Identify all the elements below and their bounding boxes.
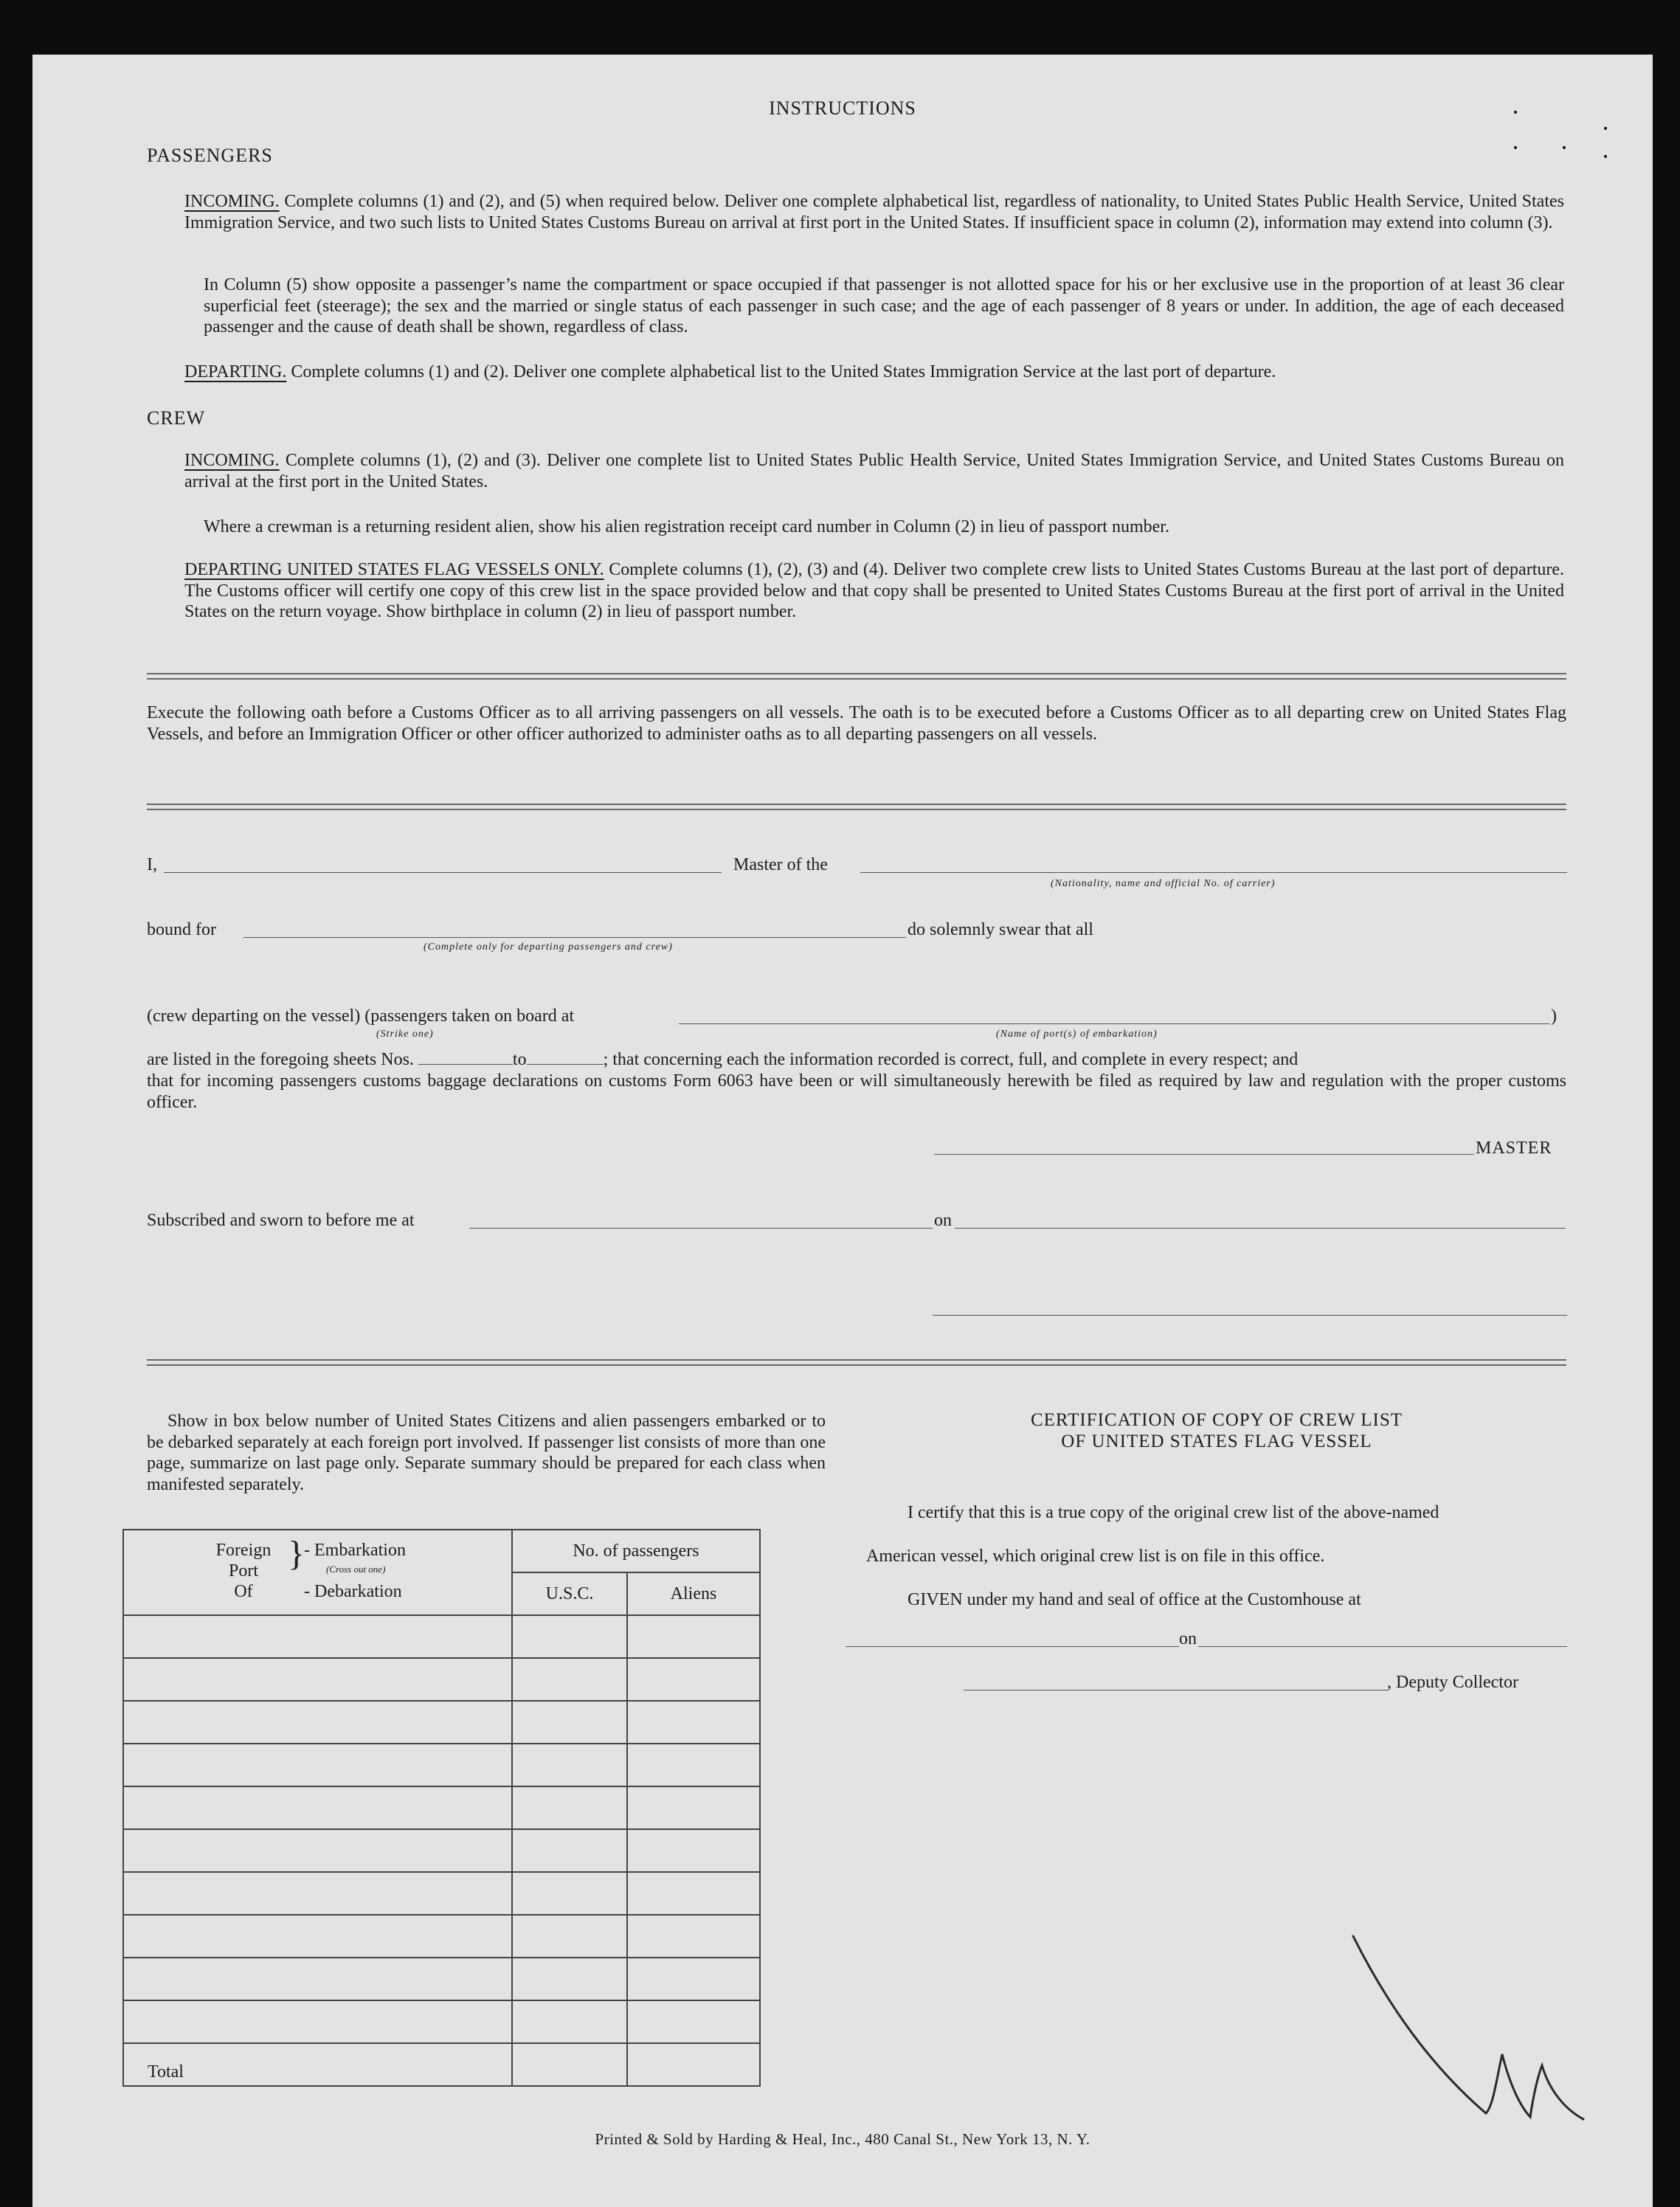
- deputy-collector-label: , Deputy Collector: [1387, 1673, 1518, 1692]
- usc-cell[interactable]: [512, 1829, 627, 1872]
- complete-only-caption: (Complete only for departing passengers and crew): [424, 942, 673, 953]
- sheet-to-field[interactable]: [527, 1049, 604, 1065]
- of-label: Of: [234, 1582, 253, 1601]
- aliens-cell[interactable]: [627, 1958, 760, 2000]
- usc-cell[interactable]: [512, 1786, 627, 1829]
- brace-glyph: }: [288, 1534, 305, 1573]
- port-cell[interactable]: [123, 1786, 512, 1829]
- cross-out-caption: (Cross out one): [326, 1564, 386, 1575]
- port-cell[interactable]: [123, 2000, 512, 2043]
- nationality-caption: (Nationality, name and official No. of carrier): [1051, 878, 1276, 889]
- column5-paragraph: In Column (5) show opposite a passenger’s name the compartment or space occupied if that passenger is not allotted space for his or her exclusive use in the proportion of at least 36 clear superficial feet (steerage); the sex and the married or single status of each passenger in such case; and the age of each passenger of 8 years or under. In addition, the age of each deceased passenger and the cause of death shall be shown, regardless of class.: [204, 275, 1564, 336]
- passengers-departing-text: Complete columns (1) and (2). Deliver one complete alphabetical list to the United States Immigration Service at the last port of departure.: [291, 362, 1276, 381]
- master-of-label: Master of the: [733, 855, 828, 874]
- passengers-departing-label: DEPARTING.: [184, 362, 287, 381]
- usc-cell[interactable]: [512, 1658, 627, 1701]
- bound-for-field[interactable]: [243, 937, 906, 938]
- section-divider: [147, 673, 1566, 680]
- certification-title-line-1: CERTIFICATION OF COPY OF CREW LIST: [1030, 1410, 1403, 1430]
- certification-line-1: I certify that this is a true copy of the original crew list of the above-named: [908, 1503, 1439, 1522]
- i-label: I,: [147, 855, 157, 874]
- passengers-incoming-paragraph: [184, 191, 1564, 233]
- debarkation-label: - Debarkation: [304, 1582, 402, 1601]
- sworn-on-label: on: [934, 1211, 952, 1230]
- port-cell[interactable]: [123, 1958, 512, 2000]
- port-cell[interactable]: [123, 1744, 512, 1786]
- form-page: [32, 55, 1653, 2207]
- port-cell[interactable]: [123, 1915, 512, 1958]
- certification-line-2: American vessel, which original crew list is on file in this office.: [866, 1547, 1325, 1566]
- aliens-cell[interactable]: [627, 1701, 760, 1744]
- oath-intro: Execute the following oath before a Customs Officer as to all arriving passengers on all vessels. The oath is to be executed before a Customs Officer as to all departing crew on United States Flag Vessels, and before an Immigration Officer or other officer authorized to administer oaths as to all departing passengers on all vessels.: [147, 703, 1566, 744]
- usc-cell[interactable]: [512, 1615, 627, 1658]
- usc-cell[interactable]: [512, 2000, 627, 2043]
- crew-departing-label: DEPARTING UNITED STATES FLAG VESSELS ONLY.: [184, 560, 604, 579]
- crew-departing-text: Complete columns (1), (2), (3) and (4). Deliver two complete crew lists to United States Customs Bureau at the last port of departure. The Customs officer will certify one copy of this crew list in the space provided below and that copy shall be presented to United States Customs Bureau at the first port of arrival in the United States on the return voyage. Show birthplace in column (2) in lieu of passport number.: [184, 560, 1565, 621]
- page-title: INSTRUCTIONS: [769, 97, 916, 119]
- ports-caption: (Name of port(s) of embarkation): [996, 1029, 1158, 1040]
- crew-heading: CREW: [147, 407, 206, 429]
- embarkation-label: - Embarkation: [304, 1541, 406, 1560]
- foreign-port-header: [123, 1530, 512, 1615]
- to-label: to: [512, 1050, 527, 1069]
- aliens-cell[interactable]: [627, 2000, 760, 2043]
- officer-signature-field[interactable]: [933, 1315, 1567, 1316]
- passengers-departing-paragraph: [184, 362, 1564, 383]
- no-passengers-header: No. of passengers: [512, 1530, 760, 1572]
- aliens-cell[interactable]: [627, 1786, 760, 1829]
- handwritten-mark: [1346, 1921, 1597, 2128]
- close-paren: ): [1551, 1006, 1557, 1026]
- crew-departing-paragraph: [184, 559, 1564, 623]
- section-divider: [147, 1359, 1566, 1366]
- subscribed-label: Subscribed and sworn to before me at: [147, 1211, 415, 1230]
- usc-cell[interactable]: [512, 1958, 627, 2000]
- swear-label: do solemnly swear that all: [908, 920, 1093, 939]
- certification-date-field[interactable]: [1198, 1646, 1567, 1647]
- listed-text-2: that for incoming passengers customs baggage declarations on customs Form 6063 have been or will simultaneously herewith be filed as required by law and regulation with the proper customs officer.: [147, 1071, 1566, 1112]
- port-cell[interactable]: [123, 1829, 512, 1872]
- aliens-header: Aliens: [627, 1572, 760, 1615]
- port-cell[interactable]: [123, 1658, 512, 1701]
- aliens-cell[interactable]: [627, 1915, 760, 1958]
- listed-text: ; that concerning each the information recorded is correct, full, and complete in every respect; and: [603, 1050, 1299, 1069]
- port-cell[interactable]: [123, 1615, 512, 1658]
- passengers-incoming-label: INCOMING.: [184, 192, 280, 211]
- bound-for-label: bound for: [147, 920, 216, 939]
- total-label: Total: [123, 2043, 512, 2086]
- certification-on-label: on: [1179, 1629, 1197, 1648]
- listed-line: [147, 1049, 1298, 1070]
- section-divider: [147, 804, 1566, 810]
- certification-title: [866, 1409, 1567, 1452]
- port-label: Port: [228, 1561, 258, 1581]
- carrier-field[interactable]: [860, 872, 1567, 873]
- passengers-incoming-text: Complete columns (1) and (2), and (5) when required below. Deliver one complete alphabetical list, regardless of nationality, to United States Public Health Service, United States Immigration Service, and two such lists to United States Customs Bureau on arrival at first port in the United States. If insufficient space in column (2), information may extend into column (3).: [184, 192, 1564, 232]
- printer-footer: Printed & Sold by Harding & Heal, Inc., 480 Canal St., New York 13, N. Y.: [595, 2130, 1090, 2148]
- aliens-cell[interactable]: [627, 1829, 760, 1872]
- aliens-cell[interactable]: [627, 1872, 760, 1915]
- aliens-cell[interactable]: [627, 1744, 760, 1786]
- usc-cell[interactable]: [512, 1915, 627, 1958]
- port-cell[interactable]: [123, 1872, 512, 1915]
- certification-title-line-2: OF UNITED STATES FLAG VESSEL: [1061, 1431, 1372, 1451]
- strike-line: (crew departing on the vessel) (passengers taken on board at: [147, 1006, 575, 1026]
- passengers-heading: PASSENGERS: [147, 145, 273, 166]
- crew-resident-paragraph: Where a crewman is a returning resident alien, show his alien registration receipt card number in Column (2) in lieu of passport number.: [204, 517, 1169, 536]
- master-signature-field[interactable]: [934, 1154, 1474, 1155]
- sworn-date-field[interactable]: [955, 1228, 1566, 1229]
- aliens-cell[interactable]: [627, 1658, 760, 1701]
- port-cell[interactable]: [123, 1701, 512, 1744]
- summary-text: Show in box below number of United States Citizens and alien passengers embarked or to be debarked separately at each foreign port involved. If passenger list consists of more than one page, summarize on last page only. Separate summary should be prepared for each class when manifested separately.: [147, 1412, 826, 1494]
- aliens-cell[interactable]: [627, 1615, 760, 1658]
- crew-incoming-paragraph: [184, 450, 1564, 492]
- certification-line-3: GIVEN under my hand and seal of office at the Customhouse at: [908, 1590, 1361, 1609]
- aliens-total-cell[interactable]: [627, 2043, 760, 2086]
- customhouse-field[interactable]: [846, 1646, 1179, 1647]
- sworn-place-field[interactable]: [469, 1228, 933, 1229]
- foreign-label: Foreign: [215, 1541, 272, 1560]
- usc-cell[interactable]: [512, 1701, 627, 1744]
- embarkation-ports-field[interactable]: [679, 1023, 1549, 1024]
- listed-label: are listed in the foregoing sheets Nos.: [147, 1050, 414, 1069]
- usc-total-cell[interactable]: [512, 2043, 627, 2086]
- usc-cell[interactable]: [512, 1872, 627, 1915]
- crew-incoming-text: Complete columns (1), (2) and (3). Deliver one complete list to United States Public Health Service, United States Immigration Service, and United States Customs Bureau on arrival at the first port in the United States.: [184, 451, 1565, 491]
- master-name-field[interactable]: [164, 872, 722, 873]
- master-label: MASTER: [1476, 1139, 1552, 1158]
- strike-caption: (Strike one): [376, 1029, 434, 1040]
- ports-summary-table: [122, 1529, 761, 2087]
- sheet-from-field[interactable]: [418, 1049, 513, 1065]
- usc-header: U.S.C.: [512, 1572, 627, 1615]
- usc-cell[interactable]: [512, 1744, 627, 1786]
- crew-incoming-label: INCOMING.: [184, 451, 280, 470]
